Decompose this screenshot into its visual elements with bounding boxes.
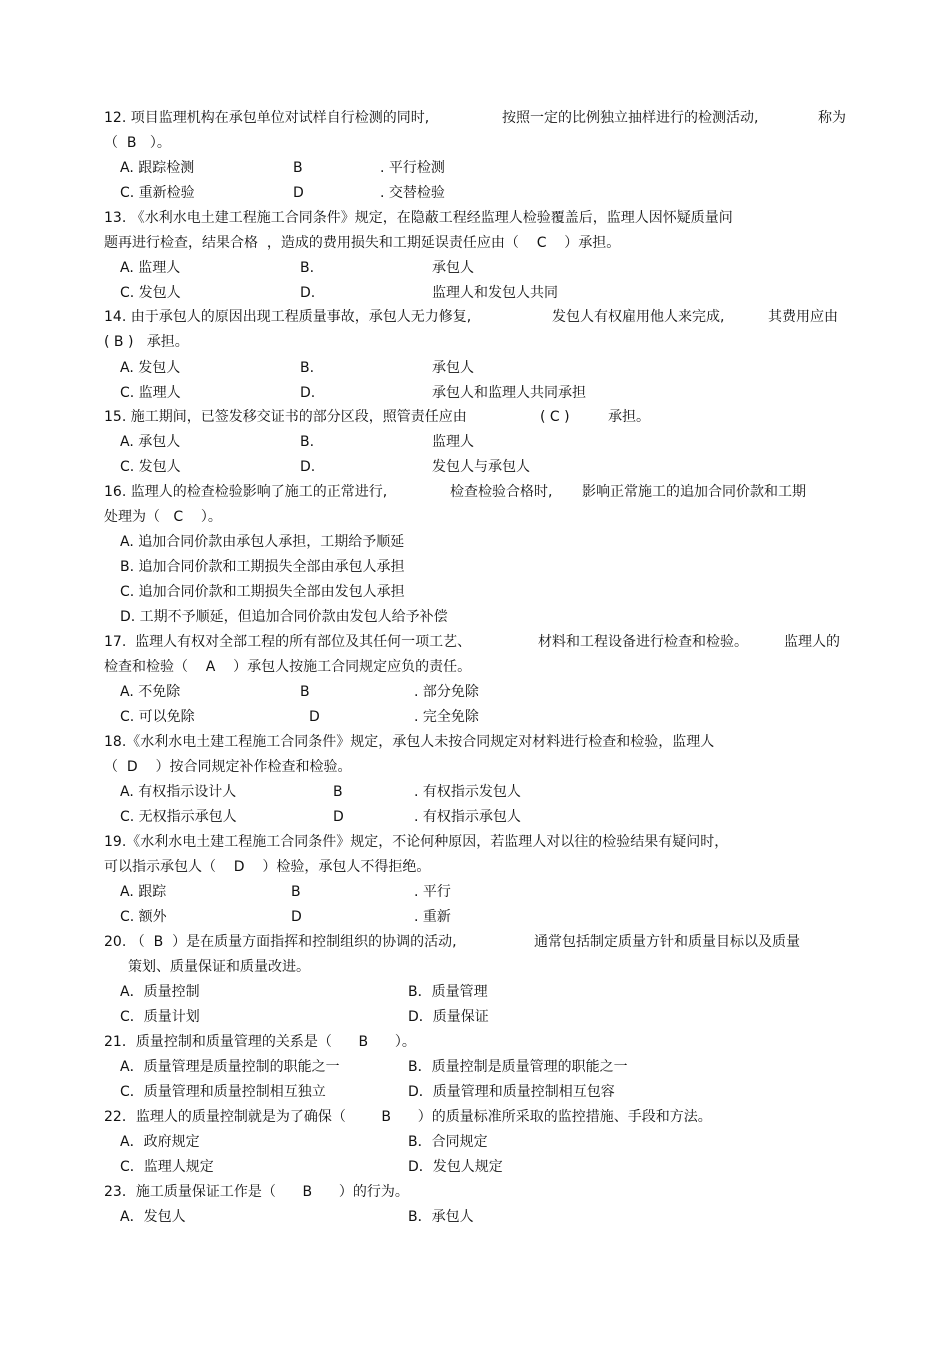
q17-stem-part2: 材料和工程设备进行检查和检验。 <box>538 634 748 650</box>
q18-stem-line1: 18.《水利水电土建工程施工合同条件》规定，承包人未按合同规定对材料进行检查和检验，监理人 <box>104 734 715 750</box>
q15-stem-part1: 15. 施工期间，已签发移交证书的部分区段，照管责任应由 <box>104 409 467 425</box>
q22-option-b: B．合同规定 <box>408 1134 488 1150</box>
q19-option-b-letter: B <box>291 884 301 900</box>
q17-option-d-letter: D <box>309 709 320 725</box>
q16-stem-part3: 影响正常施工的追加合同价款和工期 <box>582 484 806 500</box>
q16-option-c: C. 追加合同价款和工期损失全部由发包人承担 <box>120 584 405 600</box>
q12-option-c: C. 重新检验 <box>120 185 195 201</box>
q21-option-a: A．质量管理是质量控制的职能之一 <box>120 1059 340 1075</box>
q20-stem-part2: 通常包括制定质量方针和质量目标以及质量 <box>534 934 800 950</box>
q12-answer-line: （ B ）。 <box>104 135 171 151</box>
q18-option-d: . 有权指示承包人 <box>414 809 521 825</box>
q19-option-b: . 平行 <box>414 884 451 900</box>
q15-option-a: A. 承包人 <box>120 434 181 450</box>
q17-stem-part1: 17. 监理人有权对全部工程的所有部位及其任何一项工艺、 <box>104 634 472 650</box>
q14-option-a: A. 发包人 <box>120 360 181 376</box>
q21-stem: 21．质量控制和质量管理的关系是（ B ）。 <box>104 1034 416 1050</box>
q16-option-b: B. 追加合同价款和工期损失全部由承包人承担 <box>120 559 405 575</box>
q13-option-b: 承包人 <box>432 260 474 276</box>
q12-option-d-letter: D <box>293 185 304 201</box>
q18-option-b: . 有权指示发包人 <box>414 784 521 800</box>
q15-option-d-letter: D. <box>300 459 316 475</box>
q12-option-b: . 平行检测 <box>380 160 445 176</box>
q22-option-c: C．监理人规定 <box>120 1159 214 1175</box>
q14-option-d: 承包人和监理人共同承担 <box>432 385 586 401</box>
q20-option-c: C．质量计划 <box>120 1009 200 1025</box>
q18-stem-line2: （ D ）按合同规定补作检查和检验。 <box>104 759 352 775</box>
q19-option-d: . 重新 <box>414 909 451 925</box>
q17-option-a: A. 不免除 <box>120 684 181 700</box>
q13-option-d-letter: D. <box>300 285 316 301</box>
q13-option-d: 监理人和发包人共同 <box>432 285 558 301</box>
q16-answer-line: 处理为（ C ）。 <box>104 509 222 525</box>
q17-option-b-letter: B <box>300 684 310 700</box>
q19-option-a: A. 跟踪 <box>120 884 167 900</box>
q20-stem-part1: 20. （ B ）是在质量方面指挥和控制组织的协调的活动, <box>104 934 457 950</box>
q18-option-b-letter: B <box>333 784 343 800</box>
q12-option-a: A. 跟踪检测 <box>120 160 195 176</box>
q16-option-d: D. 工期不予顺延，但追加合同价款由发包人给予补偿 <box>120 609 448 625</box>
q21-option-b: B．质量控制是质量管理的职能之一 <box>408 1059 628 1075</box>
q21-option-c: C．质量管理和质量控制相互独立 <box>120 1084 326 1100</box>
q21-option-d: D．质量管理和质量控制相互包容 <box>408 1084 615 1100</box>
q13-stem-line2: 题再进行检查，结果合格 ，造成的费用损失和工期延误责任应由（ C ）承担。 <box>104 235 621 251</box>
q14-stem-part2: 发包人有权雇用他人来完成, <box>552 309 725 325</box>
q20-option-b: B．质量管理 <box>408 984 488 1000</box>
q18-option-a: A. 有权指示设计人 <box>120 784 237 800</box>
q18-option-d-letter: D <box>333 809 344 825</box>
q17-option-d: . 完全免除 <box>414 709 479 725</box>
q12-option-d: . 交替检验 <box>380 185 445 201</box>
q14-option-b: 承包人 <box>432 360 474 376</box>
q19-stem-line1: 19.《水利水电土建工程施工合同条件》规定，不论何种原因，若监理人对以往的检验结果有疑问时， <box>104 834 729 850</box>
q15-stem-answer: ( C ) <box>540 409 570 425</box>
q17-option-b: . 部分免除 <box>414 684 479 700</box>
q13-stem-line1: 13. 《水利水电土建工程施工合同条件》规定，在隐蔽工程经监理人检验覆盖后，监理人因怀疑质量问 <box>104 210 733 226</box>
q12-option-b-letter: B <box>293 160 303 176</box>
q22-stem: 22．监理人的质量控制就是为了确保（ B ）的质量标准所采取的监控措施、手段和方法。 <box>104 1109 712 1125</box>
q14-answer-line: ( B ) 承担。 <box>104 334 189 350</box>
q12-stem-part2: 按照一定的比例独立抽样进行的检测活动, <box>502 110 759 126</box>
q20-stem-line2: 策划、质量保证和质量改进。 <box>128 959 310 975</box>
q16-option-a: A. 追加合同价款由承包人承担，工期给予顺延 <box>120 534 405 550</box>
q17-stem-part3: 监理人的 <box>784 634 840 650</box>
q14-stem-part1: 14. 由于承包人的原因出现工程质量事故，承包人无力修复, <box>104 309 472 325</box>
q15-stem-part3: 承担。 <box>608 409 650 425</box>
q23-option-a: A．发包人 <box>120 1209 186 1225</box>
q12-stem-part1: 12. 项目监理机构在承包单位对试样自行检测的同时, <box>104 110 430 126</box>
q20-option-d: D．质量保证 <box>408 1009 489 1025</box>
q19-option-d-letter: D <box>291 909 302 925</box>
q14-stem-part3: 其费用应由 <box>768 309 838 325</box>
q17-answer-line: 检查和检验（ A ）承包人按施工合同规定应负的责任。 <box>104 659 472 675</box>
q20-option-a: A．质量控制 <box>120 984 200 1000</box>
q18-option-c: C. 无权指示承包人 <box>120 809 237 825</box>
q13-option-b-letter: B. <box>300 260 315 276</box>
q19-option-c: C. 额外 <box>120 909 167 925</box>
q15-option-b: 监理人 <box>432 434 474 450</box>
q23-stem: 23．施工质量保证工作是（ B ）的行为。 <box>104 1184 409 1200</box>
q22-option-d: D．发包人规定 <box>408 1159 503 1175</box>
q14-option-d-letter: D. <box>300 385 316 401</box>
q22-option-a: A．政府规定 <box>120 1134 200 1150</box>
q14-option-b-letter: B. <box>300 360 315 376</box>
q19-stem-line2: 可以指示承包人（ D ）检验，承包人不得拒绝。 <box>104 859 431 875</box>
q15-option-b-letter: B. <box>300 434 315 450</box>
q15-option-d: 发包人与承包人 <box>432 459 530 475</box>
q12-stem-part3: 称为 <box>818 110 846 126</box>
q13-option-c: C. 发包人 <box>120 285 181 301</box>
q13-option-a: A. 监理人 <box>120 260 181 276</box>
q17-option-c: C. 可以免除 <box>120 709 195 725</box>
q16-stem-part1: 16. 监理人的检查检验影响了施工的正常进行, <box>104 484 388 500</box>
q14-option-c: C. 监理人 <box>120 385 181 401</box>
q15-option-c: C. 发包人 <box>120 459 181 475</box>
q16-stem-part2: 检查检验合格时, <box>450 484 553 500</box>
q23-option-b: B．承包人 <box>408 1209 474 1225</box>
